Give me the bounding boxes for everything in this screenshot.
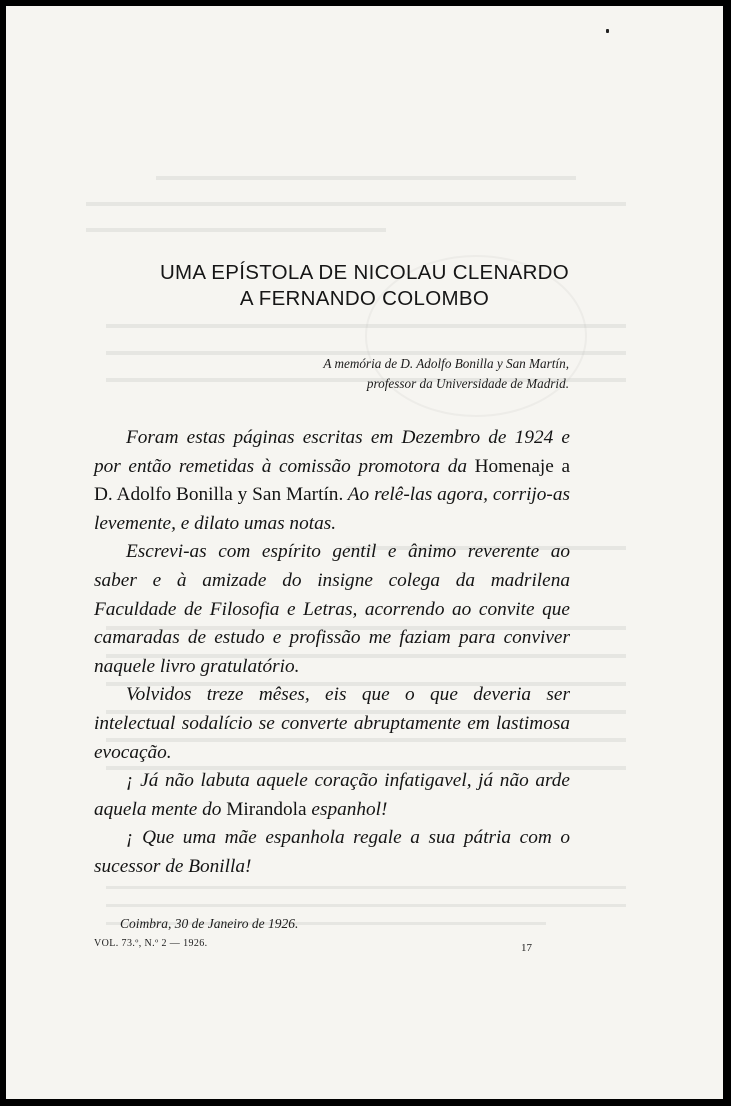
ink-speck bbox=[606, 29, 609, 33]
document-page bbox=[6, 6, 723, 1099]
paragraph-2: Escrevi-as com espírito gentil e ânimo reverente ao saber e à amizade do insigne colega da madrilena Faculdade de Filosofia e Letras, acorrendo ao convite que camaradas de estudo e profissão me faziam para conviver naquele livro gratulatório. bbox=[94, 541, 570, 677]
volume-info: VOL. 73.º, N.º 2 — 1926. bbox=[94, 938, 208, 949]
title-line-1: UMA EPÍSTOLA DE NICOLAU CLENARDO bbox=[159, 261, 570, 284]
book-title-homenaje: Homenaje a D. Adolfo Bonilla y San Martín. bbox=[94, 455, 570, 506]
dedication bbox=[323, 354, 569, 394]
name-mirandola: Mirandola bbox=[226, 798, 307, 820]
dedication-line-1: A memória de D. Adolfo Bonilla y San Martín, bbox=[323, 356, 569, 371]
paragraph-4-part-c: espanhol! bbox=[306, 798, 388, 820]
place-date: Coimbra, 30 de Janeiro de 1926. bbox=[120, 916, 299, 931]
paragraph-5: ¡ Que uma mãe espanhola regale a sua pátria com o sucessor de Bonilla! bbox=[94, 827, 570, 877]
article-title bbox=[6, 260, 723, 312]
paragraph-1-part-a: Foram estas páginas escritas em Dezembro de 1924 e por então remetidas à comissão promotora da bbox=[94, 427, 570, 477]
paragraph-1-part-c: Ao relê-las agora, corrijo-as levemente, e dilato umas notas. bbox=[94, 484, 570, 534]
page-number: 17 bbox=[521, 942, 532, 954]
paragraph-4-part-a: ¡ Já não labuta aquele coração infatigavel, já não arde aquela mente do bbox=[94, 770, 570, 820]
paragraph-1 bbox=[94, 424, 570, 538]
paragraph-4 bbox=[94, 767, 570, 824]
dedication-line-2: professor da Universidade de Madrid. bbox=[366, 376, 569, 391]
title-line-2: A FERNANDO COLOMBO bbox=[239, 287, 490, 310]
body-text bbox=[94, 424, 570, 882]
paragraph-3: Volvidos treze mêses, eis que o que deveria ser intelectual sodalício se converte abruptamente em lastimosa evocação. bbox=[94, 684, 570, 763]
